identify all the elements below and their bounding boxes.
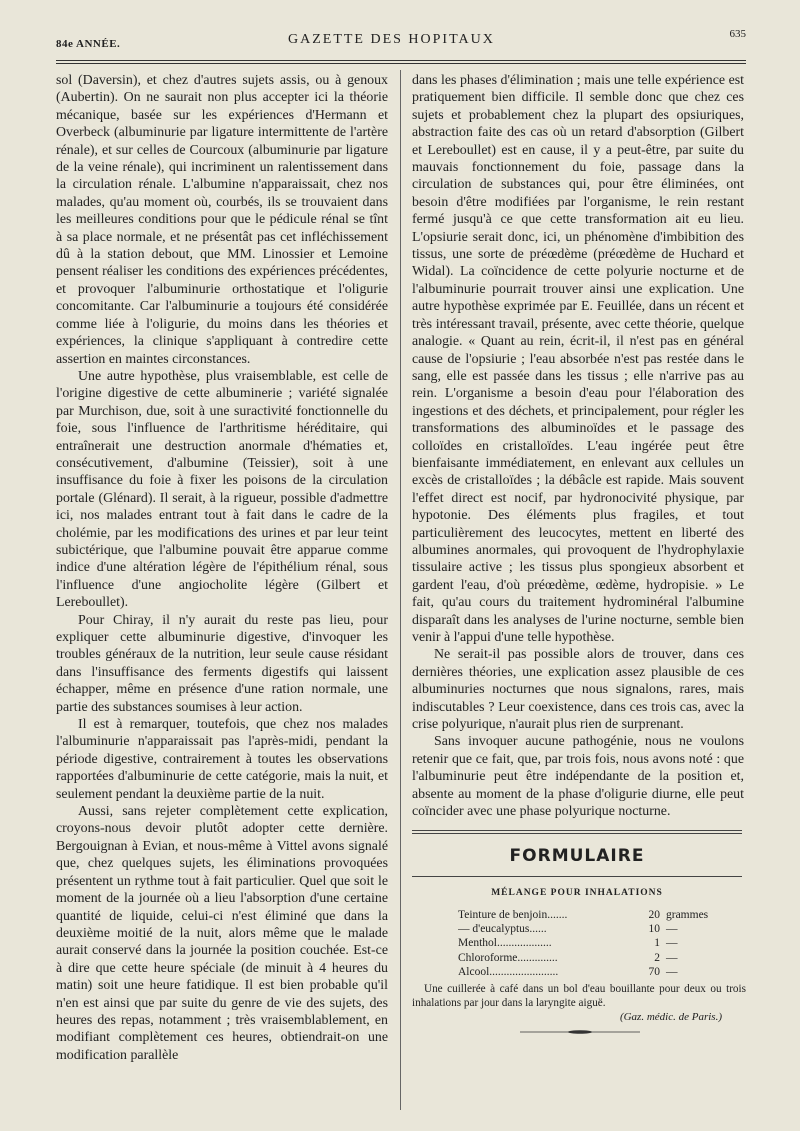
- page-number: 635: [729, 28, 746, 40]
- ingredient-unit: —: [666, 965, 678, 978]
- ingredient-qty: 70: [648, 965, 660, 978]
- recipe-title: MÉLANGE POUR INHALATIONS: [491, 888, 663, 898]
- ingredient-name: — d'eucalyptus......: [458, 923, 547, 936]
- source-citation: (Gaz. médic. de Paris.): [619, 1011, 722, 1023]
- paragraph: Il est à remarquer, toutefois, que chez nos malades l'albuminurie n'apparaissait pas l'après-midi, pendant la période digestive, contrairement à toutes les observations rapportées d'albuminurie de cette catégorie, mais la nuit, et seulement pendant la deuxième partie de la nuit.: [56, 717, 388, 802]
- header-rule: [56, 60, 746, 61]
- ingredient-unit: —: [666, 937, 678, 950]
- section-rule-thin: [412, 833, 742, 834]
- ingredient-row: [458, 922, 728, 936]
- ingredient-qty: 10: [648, 923, 660, 936]
- ornamental-rule: [520, 1030, 640, 1034]
- ingredient-name: Teinture de benjoin.......: [458, 909, 568, 921]
- volume-year: 84e ANNÉE.: [56, 38, 121, 50]
- ingredient-name: Chloroforme..............: [458, 951, 558, 964]
- ingredient-name: Menthol...................: [458, 937, 552, 950]
- formulaire-rule: [412, 876, 742, 877]
- formulaire-title: FORMULAIRE: [509, 846, 645, 866]
- paragraph: dans les phases d'élimination ; mais une telle expérience est pratiquement bien difficile. Il semble donc que chez ces sujets et probablement chez la plupart des opsiuriques, abstraction faite des cas où un retard d'absorption (Gilbert et Lereboullet) est en cause, il y a peut-être, par suite du mauvais fonctionnement du foie, passage dans la circulation de substances qui, pour être éliminées, ont besoin d'être modifiées par l'organisme, le rein restant fermé jusqu'à ce que cette transformation ait eu lieu. L'opsiurie serait donc, ici, un phénomène d'imbibition des tissus, une sorte de préœdème (préœdème de Huchard et Widal). La coïncidence de cette polyurie nocturne et de l'albuminurie pourrait trouver ainsi une explication. Une autre hypothèse exprimée par E. Feuillée, dans un récent et très intéressant travail, présente, avec cette théorie, quelque analogie. « Quant au rein, écrit-il, il n'est pas en général cause de l'opsiurie ; l'eau absorbée n'est pas restée dans le sang, elle est passée dans les tissus ; elle n'arrive pas au rein. L'organisme a besoin d'eau pour l'élaboration des ingestions et des déchets, et principalement, pour régler les transformations des albuminoïdes et le passage des colloïdes en cristalloïdes. L'eau ingérée peut être bienfaisante immédiatement, en enlevant aux cellules un excès de cristalloïdes ; la débâcle est rapide. Mais souvent l'effet direct est nocif, par hydronocivité physique, par hypotonie. Des éléments plus fragiles, et tout particulièrement des leucocytes, mettent en liberté des albumines anormales, qui provoquent de l'hydrophylaxie tissulaire active ; les tissus plus spongieux absorbent et gardent l'eau, d'où préœdème, œdème, hydropisie. » Le fait, qu'au cours du traitement hydrominéral l'albumine disparaît dans les analyses de l'urine nocturne, semble bien venir à l'appui d'une telle hypothèse.: [412, 73, 744, 645]
- ingredient-row: [458, 965, 728, 979]
- ingredient-row: [458, 908, 728, 922]
- ingredient-name: Alcool........................: [458, 965, 559, 978]
- ingredient-unit: —: [666, 923, 678, 936]
- paragraph: Pour Chiray, il n'y aurait du reste pas lieu, pour expliquer cette albuminurie digestive, d'invoquer les troubles généraux de la nutrition, leur seule cause résidant dans l'insuffisance des ferments digestifs qui laissent échapper, même en présence d'une ration normale, une partie des substances soumises à leur action.: [56, 612, 388, 715]
- header-rule-thin: [56, 63, 746, 64]
- ingredient-row: [458, 951, 728, 965]
- left-column: [56, 72, 388, 1064]
- page-header: [56, 28, 746, 52]
- paragraph: sol (Daversin), et chez d'autres sujets assis, ou à genoux (Aubertin). On ne saurait non plus accepter ici la théorie mécanique, basée sur les expériences d'Hermann et Overbeck (albuminurie par ligature intermittente de l'artère rénale), et sur celles de Courcoux (albuminurie par ligature de la veine rénale), qui incriminent un ralentissement dans la circulation rénale. L'albumine n'apparaissait, chez nos malades, qu'au moment où, courbés, ils se trouvaient dans les meilleures conditions pour que le pédicule rénal se tînt à sa place normale, et ne présentât pas cet infléchissement dû à la station debout, que MM. Linossier et Lemoine pensent réaliser les conditions des expériences précédentes, et provoquer l'albuminurie orthostatique et l'oligurie concomitante. Car l'albuminurie a toujours été considérée comme liée à l'oligurie, du moins dans les théories et expériences, la clinique s'appliquant à contredire cette assertion en maintes circonstances.: [56, 73, 388, 367]
- ingredient-unit: —: [666, 951, 678, 964]
- section-rule: [412, 830, 742, 831]
- right-column: [412, 72, 744, 820]
- paragraph: Ne serait-il pas possible alors de trouver, dans ces dernières théories, une explication assez plausible de ces albuminuries nocturnes que nous signalons, rares, mais indiscutables ? Leur coexistence, dans ces trois cas, avec la crise polyurique, n'aurait plus rien de surprenant.: [412, 647, 744, 733]
- journal-title: GAZETTE DES HOPITAUX: [288, 32, 495, 47]
- ingredient-qty: 20: [648, 909, 660, 921]
- paragraph: Une autre hypothèse, plus vraisemblable, est celle de l'origine digestive de cette albuminerie ; variété signalée par Murchison, due, soit à une suractivité fonctionnelle du foie, sous l'influence de l'arthritisme héréditaire, qui entraînerait une destruction anormale d'hématies et, consécutivement, d'albumine (Teissier), soit à une insuffisance du foie à fixer les poisons de la circulation portale (Glénard). Il serait, à la rigueur, possible d'admettre ici, nos malades entrant tout à fait dans le cadre de la cholémie, par les modifications des urines et par leur teint subictérique, que l'albumine pouvait être apparue comme indice d'une altération légère de l'épithélium rénal, sous l'influence d'une angiocholite légère (Gilbert et Lereboullet).: [56, 368, 388, 611]
- usage-instructions: Une cuillerée à café dans un bol d'eau bouillante pour deux ou trois inhalations par jour dans la laryngite aiguë.: [412, 983, 746, 1009]
- ingredient-list: [458, 908, 728, 979]
- paragraph: Aussi, sans rejeter complètement cette explication, croyons-nous devoir plutôt adopter cette dernière. Bergouignan à Evian, et nous-même à Vittel avons signalé que, chez quelques sujets, les éliminations provoquées présentent un rythme tout à fait particulier. Quel que soit le moment de la journée où a lieu l'absorption d'une certaine quantité de liquide, celui-ci n'est éliminé que dans la deuxième moitié de la nuit, alors même que le malade aurait conservé dans la journée la position couchée. Est-ce à dire que cette heure spéciale (de minuit à 4 heures du matin) soit une heure fatidique. Il est bien probable qu'il n'en est ainsi que par suite du genre de vie des sujets, des heures des repas, notamment ; très vraisemblablement, en modifiant complètement ces heures, obtiendrait-on une modification parallèle: [56, 804, 388, 1063]
- column-divider: [400, 70, 401, 1110]
- ingredient-row: [458, 936, 728, 950]
- ingredient-unit: grammes: [666, 909, 709, 921]
- ingredient-qty: 1: [654, 937, 660, 950]
- ingredient-qty: 2: [654, 951, 660, 964]
- paragraph: Sans invoquer aucune pathogénie, nous ne voulons retenir que ce fait, que, par trois fois, nous avons noté : que l'albuminurie peut être indépendante de la position et, absente au moment de la phase d'oligurie diurne, elle peut coïncider avec une phase polyurique nocturne.: [412, 734, 744, 820]
